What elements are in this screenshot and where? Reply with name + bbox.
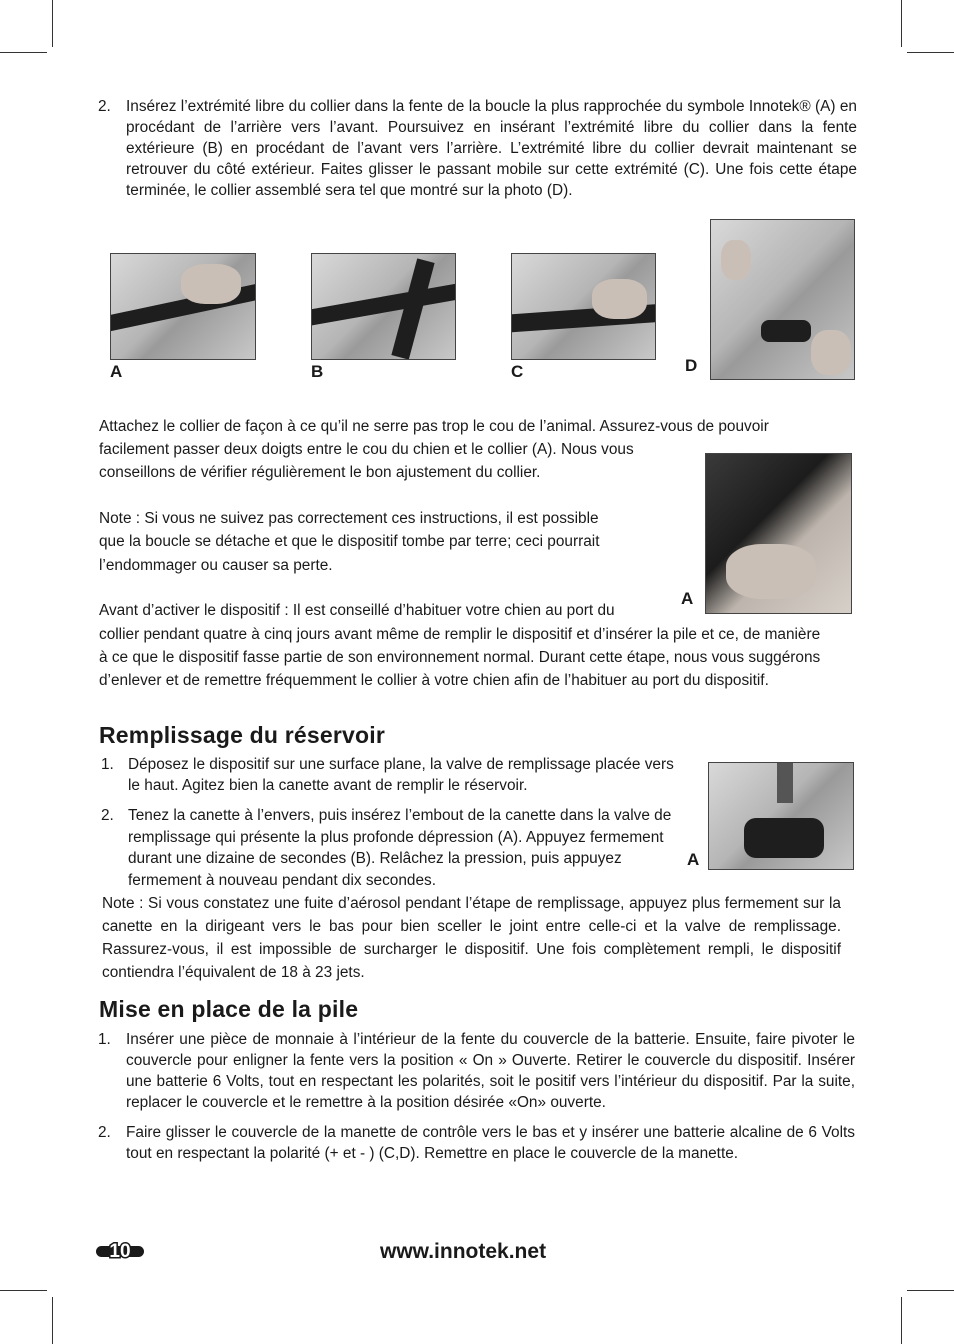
- note-1-line-1: Note : Si vous ne suivez pas correctement ces instructions, il est possible: [99, 510, 599, 527]
- filling-item-2-number: 2.: [101, 807, 114, 824]
- photo-b-label: B: [311, 362, 324, 381]
- photo-a-label: A: [110, 362, 123, 381]
- photo-fill-canister: [708, 762, 854, 870]
- activation-text: collier pendant quatre à cinq jours avant même de remplir le dispositif et d’insérer la pile et ce, de manière à ce que le dispositif fasse partie de son environnement normal. Durant cette étape, nous vous suggérons d’enlever et de remettre fréquemment le collier à votre chien afin de l’habituer au port du dispositif.: [99, 626, 821, 689]
- step-2-text: Insérez l’extrémité libre du collier dans la fente de la boucle la plus rapprochée du symbole Innotek® (A) en procédant de l’arrière vers l’avant. Poursuivez en insérant l’extrémité libre du collier dans la fente extérieure (B) en procédant de l’avant vers l’arrière. L’extrémité libre du collier devrait maintenant se retrouver du côté extérieur. Faites glisser le passant mobile sur cette extrémité (C). Une fois cette étape terminée, le collier assemblé sera tel que montré sur la photo (D).: [126, 98, 857, 199]
- page-number-text: 10: [109, 1241, 131, 1262]
- crop-mark: [0, 1290, 47, 1291]
- photo-fill-label: A: [687, 850, 700, 869]
- filling-heading: Remplissage du réservoir: [99, 722, 386, 748]
- photo-fit-two-fingers: [705, 453, 852, 614]
- battery-item-1-text: Insérer une pièce de monnaie à l’intérieur de la fente du couvercle de la batterie. Ensuite, faire pivoter le couvercle pour enligner la fente vers la position « On » Ouverte. Retirer le couvercle du dispositif. Insérer une batterie 6 Volts, tout en respectant les polarités, soit le positif vers l’intérieur du dispositif. Par la suite, replacer le couvercle et le remettre à la position désirée «On» ouverte.: [126, 1031, 855, 1111]
- fitting-line-1: Attachez le collier de façon à ce qu’il ne serre pas trop le cou de l’animal. Assurez-vous de pouvoir: [99, 418, 769, 435]
- photo-c-label: C: [511, 362, 524, 381]
- crop-mark: [907, 52, 954, 53]
- crop-mark: [901, 1297, 902, 1344]
- step-2-number: 2.: [98, 98, 111, 115]
- photo-c-collar-loop: [511, 253, 656, 360]
- battery-heading: Mise en place de la pile: [99, 996, 359, 1022]
- battery-item-2-number: 2.: [98, 1124, 111, 1141]
- activation-line-1: Avant d’activer le dispositif : Il est conseillé d’habituer votre chien au port du: [99, 602, 615, 619]
- crop-mark: [901, 0, 902, 47]
- note-1-line-3: l’endommager ou causer sa perte.: [99, 557, 333, 574]
- photo-fit-label: A: [681, 589, 694, 608]
- photo-b-collar-slot: [311, 253, 456, 360]
- photo-d-assembled-collar: [710, 219, 855, 380]
- fitting-line-3: conseillons de vérifier régulièrement le bon ajustement du collier.: [99, 464, 541, 481]
- battery-item-1-number: 1.: [98, 1031, 111, 1048]
- filling-item-1-text: Déposez le dispositif sur une surface plane, la valve de remplissage placée vers le haut. Agitez bien la canette avant de remplir le réservoir.: [128, 756, 674, 794]
- fitting-line-2: facilement passer deux doigts entre le cou du chien et le collier (A). Nous vous: [99, 441, 634, 458]
- crop-mark: [52, 0, 53, 47]
- filling-item-2-text: Tenez la canette à l’envers, puis insérez l’embout de la canette dans la valve de remplissage qui présente la plus profonde dépression (A). Appuyez fermement durant une dizaine de secondes (B). Relâchez la pression, puis appuyez fermement à nouveau pendant dix secondes.: [128, 807, 672, 890]
- battery-item-2-text: Faire glisser le couvercle de la manette de contrôle vers le bas et y insérer une batterie alcaline de 6 Volts tout en respectant la polarité (+ et - ) (C,D). Remettre en place le couvercle de la manette.: [126, 1124, 855, 1162]
- photo-d-label: D: [685, 356, 698, 375]
- crop-mark: [0, 52, 47, 53]
- note-1-line-2: que la boucle se détache et que le dispositif tombe par terre; ceci pourrait: [99, 533, 600, 550]
- filling-note: Note : Si vous constatez une fuite d’aérosol pendant l’étape de remplissage, appuyez plus fermement sur la canette en la dirigeant vers le bas pour bien sceller le joint entre celle-ci et la valve de remplissage. Rassurez-vous, il est impossible de surcharger le dispositif. Une fois complètement rempli, le dispositif contiendra l’équivalent de 18 à 23 jets.: [102, 895, 841, 981]
- crop-mark: [907, 1290, 954, 1291]
- filling-item-1-number: 1.: [101, 756, 114, 773]
- photo-a-collar-buckle: [110, 253, 256, 360]
- crop-mark: [52, 1297, 53, 1344]
- page-number: [96, 1241, 144, 1263]
- website-link[interactable]: www.innotek.net: [380, 1240, 547, 1263]
